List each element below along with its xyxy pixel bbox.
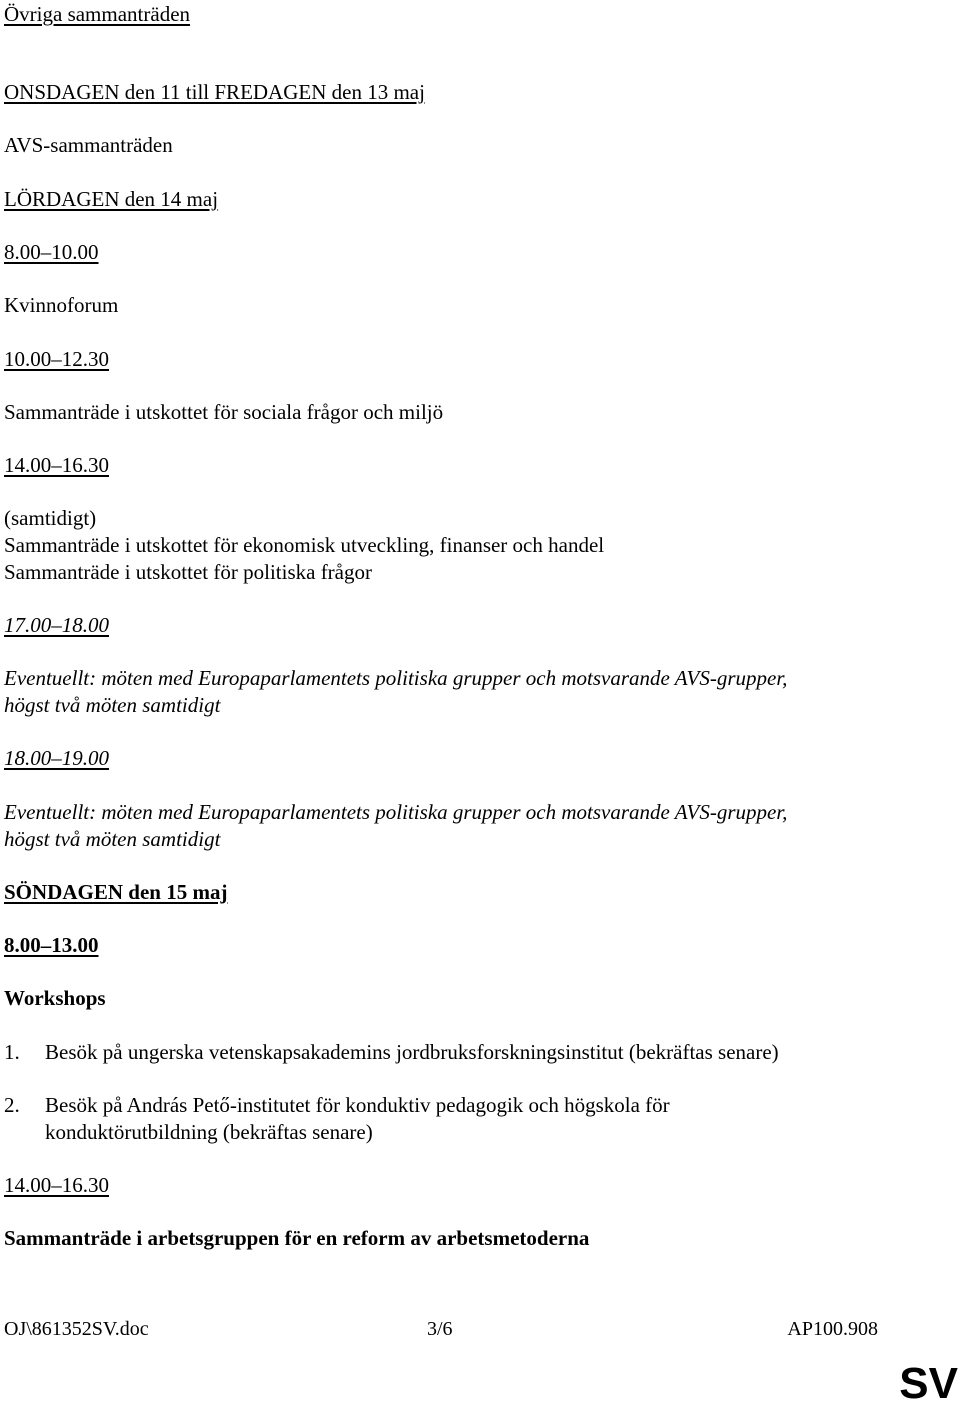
event: högst två möten samtidigt — [4, 827, 221, 851]
footer-ap-ref: AP100.908 — [787, 1318, 878, 1340]
saturday-heading: LÖRDAGEN den 14 maj — [4, 187, 219, 211]
time-slot: 14.00–16.30 — [4, 453, 109, 477]
period-heading: ONSDAGEN den 11 till FREDAGEN den 13 maj — [4, 80, 425, 104]
time-slot: 17.00–18.00 — [4, 613, 109, 637]
event-note: (samtidigt) — [4, 506, 97, 530]
time-slot: 10.00–12.30 — [4, 347, 109, 371]
time-slot: 8.00–10.00 — [4, 240, 99, 264]
event: Eventuellt: möten med Europaparlamentets politiska grupper och motsvarande AVS-grupper, — [4, 800, 788, 824]
time-slot: 18.00–19.00 — [4, 746, 109, 770]
event: Sammanträde i utskottet för sociala frågor och miljö — [4, 400, 444, 424]
list-number: 2. — [4, 1093, 20, 1117]
event: Eventuellt: möten med Europaparlamentets politiska grupper och motsvarande AVS-grupper, — [4, 666, 788, 690]
workshops-heading: Workshops — [4, 986, 106, 1010]
time-slot: 8.00–13.00 — [4, 933, 99, 957]
sunday-heading: SÖNDAGEN den 15 maj — [4, 880, 228, 904]
language-code: SV — [899, 1359, 958, 1408]
page-heading: Övriga sammanträden — [4, 2, 191, 26]
event: Kvinnoforum — [4, 293, 119, 317]
event: Sammanträde i arbetsgruppen för en reform av arbetsmetoderna — [4, 1226, 590, 1250]
event: Sammanträde i utskottet för ekonomisk utveckling, finanser och handel — [4, 533, 605, 557]
list-item: Besök på ungerska vetenskapsakademins jordbruksforskningsinstitut (bekräftas senare) — [45, 1040, 779, 1064]
time-slot: 14.00–16.30 — [4, 1173, 109, 1197]
footer-doc-ref: OJ\861352SV.doc — [4, 1318, 149, 1340]
footer-page-number: 3/6 — [427, 1318, 453, 1340]
list-item-continued: konduktörutbildning (bekräftas senare) — [45, 1120, 373, 1144]
list-number: 1. — [4, 1040, 20, 1064]
list-item: Besök på András Pető-institutet för konduktiv pedagogik och högskola för — [45, 1093, 670, 1117]
event: högst två möten samtidigt — [4, 693, 221, 717]
avs-meetings: AVS-sammanträden — [4, 133, 173, 157]
event: Sammanträde i utskottet för politiska frågor — [4, 560, 372, 584]
